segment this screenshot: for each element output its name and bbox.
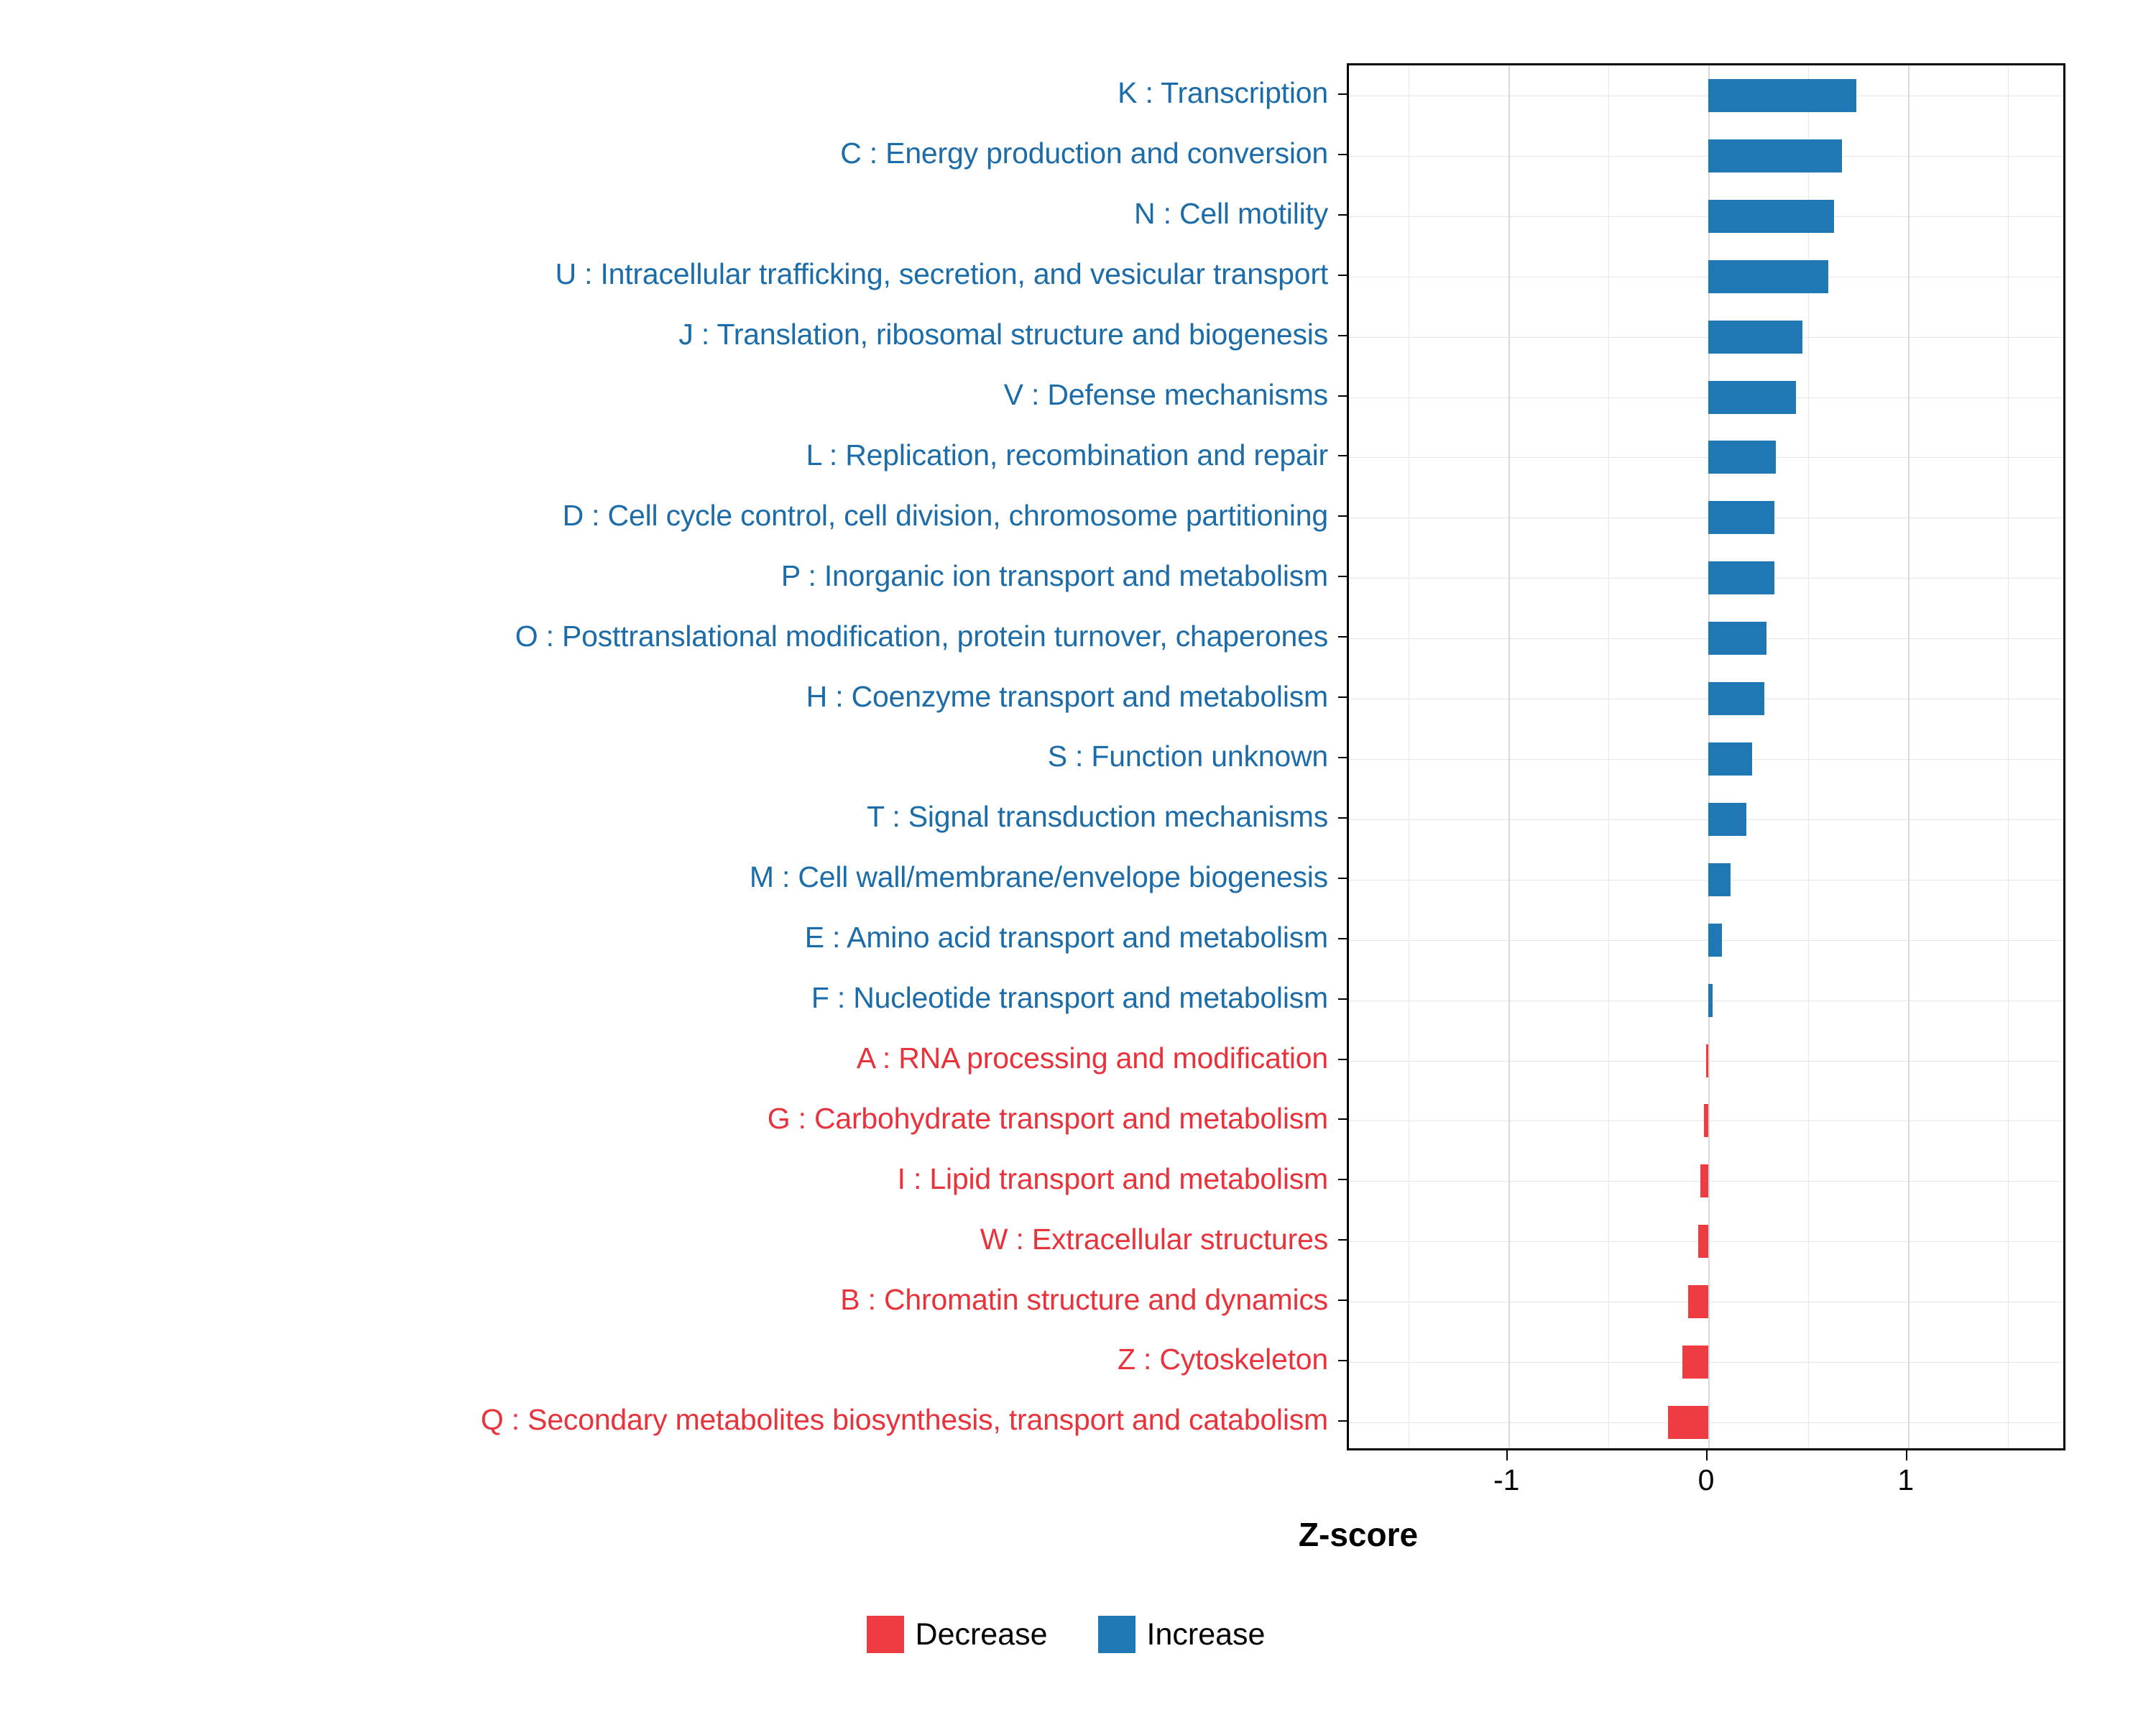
y-axis-tick <box>1338 93 1347 95</box>
x-axis-tick-label: 1 <box>1897 1463 1915 1496</box>
bar <box>1688 1285 1708 1318</box>
gridline-horizontal <box>1349 819 2063 820</box>
category-label: P : Inorganic ion transport and metabolism <box>780 558 1328 592</box>
category-label: N : Cell motility <box>1134 197 1328 231</box>
category-label: Z : Cytoskeleton <box>1117 1343 1328 1376</box>
x-axis-title: Z-score <box>1298 1516 1419 1553</box>
bar <box>1700 1164 1708 1197</box>
y-axis-tick <box>1338 998 1347 1000</box>
bar <box>1668 1406 1708 1439</box>
y-axis-tick <box>1338 636 1347 638</box>
gridline-horizontal <box>1349 759 2063 760</box>
bar <box>1708 381 1796 414</box>
legend-item <box>867 1616 1048 1653</box>
bar <box>1708 924 1722 957</box>
gridline-horizontal <box>1349 1000 2063 1001</box>
category-label: J : Translation, ribosomal structure and biogenesis <box>678 318 1328 351</box>
category-label: L : Replication, recombination and repair <box>806 438 1328 472</box>
category-label: H : Coenzyme transport and metabolism <box>806 679 1328 713</box>
y-axis-tick <box>1338 1179 1347 1180</box>
y-axis-tick <box>1338 757 1347 758</box>
category-label: Q : Secondary metabolites biosynthesis, transport and catabolism <box>480 1403 1328 1437</box>
legend <box>0 1616 2156 1653</box>
category-label: V : Defense mechanisms <box>1003 377 1328 411</box>
category-label: D : Cell cycle control, cell division, chromosome partitioning <box>562 498 1328 532</box>
y-axis-tick <box>1338 455 1347 456</box>
category-label: A : RNA processing and modification <box>856 1041 1328 1075</box>
category-label: E : Amino acid transport and metabolism <box>804 921 1328 954</box>
bar <box>1708 682 1764 715</box>
bar <box>1698 1225 1708 1258</box>
bar <box>1708 863 1731 896</box>
y-axis-tick <box>1338 515 1347 517</box>
x-axis-tick-label: 0 <box>1697 1463 1715 1496</box>
y-axis-tick <box>1338 1420 1347 1422</box>
gridline-horizontal <box>1349 940 2063 941</box>
bar <box>1706 1044 1708 1077</box>
y-axis-tick <box>1338 938 1347 939</box>
x-axis-tick <box>1906 1450 1907 1460</box>
plot-panel <box>1347 63 2065 1450</box>
y-axis-tick <box>1338 817 1347 819</box>
bar <box>1708 200 1834 233</box>
legend-swatch <box>1098 1616 1135 1653</box>
category-label: T : Signal transduction mechanisms <box>867 800 1328 834</box>
y-axis-tick <box>1338 576 1347 577</box>
category-label: B : Chromatin structure and dynamics <box>840 1282 1328 1316</box>
category-label: G : Carbohydrate transport and metabolism <box>767 1101 1328 1135</box>
bar <box>1704 1104 1708 1137</box>
legend-swatch <box>867 1616 904 1653</box>
gridline-vertical-minor <box>2008 65 2009 1448</box>
bar <box>1708 260 1828 293</box>
category-label: C : Energy production and conversion <box>840 137 1328 170</box>
bar <box>1708 79 1856 112</box>
bar <box>1708 441 1776 474</box>
bar <box>1708 139 1842 172</box>
gridline-horizontal <box>1349 457 2063 458</box>
gridline-vertical-minor <box>1608 65 1609 1448</box>
bar <box>1708 321 1802 354</box>
bar <box>1708 561 1774 594</box>
bar <box>1708 742 1752 776</box>
x-axis-tick-label: -1 <box>1493 1463 1520 1496</box>
legend-label: Decrease <box>915 1616 1048 1652</box>
y-axis-tick <box>1338 1300 1347 1301</box>
x-axis-tick <box>1706 1450 1708 1460</box>
y-axis-tick <box>1338 1239 1347 1241</box>
y-axis-tick <box>1338 1059 1347 1060</box>
gridline-horizontal <box>1349 397 2063 398</box>
gridline-horizontal <box>1349 578 2063 579</box>
gridline-vertical <box>1508 65 1510 1448</box>
bar <box>1708 803 1746 836</box>
category-label: M : Cell wall/membrane/envelope biogenesis <box>749 860 1328 894</box>
category-label: S : Function unknown <box>1047 740 1328 773</box>
bar <box>1708 501 1774 534</box>
category-label: W : Extracellular structures <box>980 1222 1328 1256</box>
y-axis-tick <box>1338 1360 1347 1361</box>
bar <box>1708 622 1766 655</box>
category-label: K : Transcription <box>1118 76 1328 110</box>
y-axis-tick <box>1338 878 1347 879</box>
category-label: I : Lipid transport and metabolism <box>897 1162 1328 1195</box>
legend-label: Increase <box>1146 1616 1266 1652</box>
gridline-horizontal <box>1349 156 2063 157</box>
bar <box>1682 1346 1708 1379</box>
legend-item <box>1098 1616 1266 1653</box>
y-axis-tick <box>1338 335 1347 336</box>
bar <box>1708 984 1713 1017</box>
y-axis-tick <box>1338 395 1347 397</box>
x-axis-tick <box>1506 1450 1508 1460</box>
gridline-horizontal <box>1349 216 2063 217</box>
y-axis-tick <box>1338 696 1347 698</box>
gridline-vertical <box>1908 65 1909 1448</box>
gridline-horizontal <box>1349 337 2063 338</box>
y-axis-tick <box>1338 214 1347 216</box>
category-label: O : Posttranslational modification, protein turnover, chaperones <box>515 619 1328 653</box>
gridline-horizontal <box>1349 638 2063 639</box>
category-label: F : Nucleotide transport and metabolism <box>811 981 1328 1015</box>
y-axis-tick <box>1338 275 1347 276</box>
category-label: U : Intracellular trafficking, secretion, and vesicular transport <box>555 257 1328 291</box>
y-axis-tick <box>1338 1118 1347 1120</box>
y-axis-tick <box>1338 154 1347 155</box>
